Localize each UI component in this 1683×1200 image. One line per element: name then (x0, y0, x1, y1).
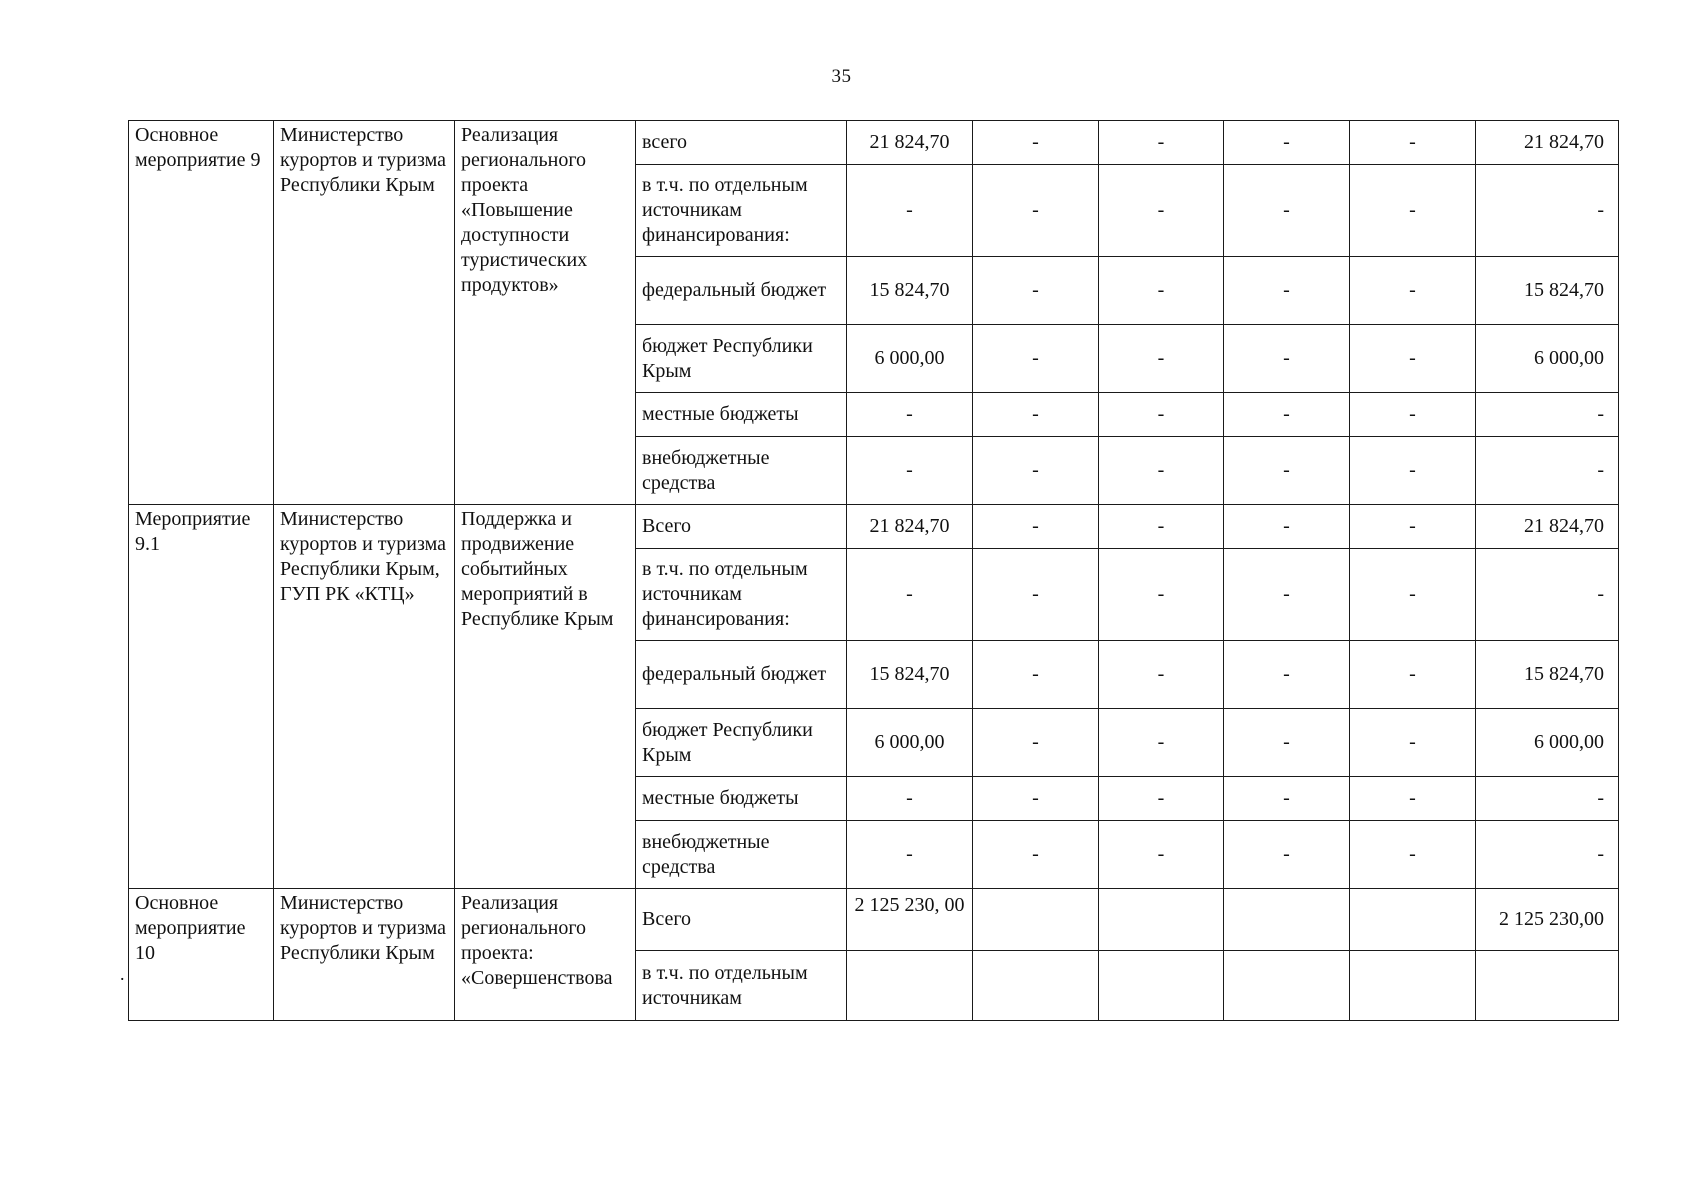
total-amount-cell: 15 824,70 (1476, 257, 1619, 325)
total-amount-cell (1476, 951, 1619, 1021)
total-amount-cell: 21 824,70 (1476, 121, 1619, 165)
amount-cell (973, 889, 1099, 951)
total-amount-cell: - (1476, 165, 1619, 257)
total-amount-cell: - (1476, 549, 1619, 641)
total-amount-cell: 15 824,70 (1476, 641, 1619, 709)
total-amount-cell: 6 000,00 (1476, 325, 1619, 393)
amount-cell (1224, 889, 1350, 951)
funding-source-cell: Всего (636, 505, 847, 549)
amount-cell: - (973, 505, 1099, 549)
total-amount-cell: 6 000,00 (1476, 709, 1619, 777)
amount-cell: - (1224, 549, 1350, 641)
executor-cell: Министерство курортов и туризма Республики Крым, ГУП РК «КТЦ» (274, 505, 455, 889)
amount-cell (847, 951, 973, 1021)
amount-cell: - (1099, 257, 1224, 325)
amount-cell: 15 824,70 (847, 257, 973, 325)
amount-cell: - (1224, 393, 1350, 437)
total-amount-cell: 21 824,70 (1476, 505, 1619, 549)
amount-cell: - (1099, 549, 1224, 641)
activity-name-cell: Основное мероприятие 10 (129, 889, 274, 1021)
amount-cell: - (1224, 257, 1350, 325)
amount-cell: - (973, 777, 1099, 821)
amount-cell: 15 824,70 (847, 641, 973, 709)
description-cell: Реализация регионального проекта: «Совершенствова (455, 889, 636, 1021)
amount-cell: - (1224, 121, 1350, 165)
total-amount-cell: - (1476, 821, 1619, 889)
funding-source-cell: местные бюджеты (636, 393, 847, 437)
amount-cell: - (1350, 393, 1476, 437)
table-row (129, 505, 1619, 549)
amount-cell (1350, 889, 1476, 951)
total-amount-cell: - (1476, 437, 1619, 505)
amount-cell: - (1099, 121, 1224, 165)
total-amount-cell: - (1476, 393, 1619, 437)
page-number: 35 (831, 66, 852, 87)
activity-name-cell: Основное мероприятие 9 (129, 121, 274, 505)
amount-cell: - (847, 549, 973, 641)
amount-cell: - (1224, 821, 1350, 889)
amount-cell: - (973, 165, 1099, 257)
amount-cell: 6 000,00 (847, 325, 973, 393)
amount-cell (1224, 951, 1350, 1021)
amount-cell: - (847, 437, 973, 505)
amount-cell: - (973, 709, 1099, 777)
amount-cell: - (1350, 821, 1476, 889)
amount-cell: - (973, 437, 1099, 505)
amount-cell: - (1350, 121, 1476, 165)
amount-cell: - (973, 393, 1099, 437)
total-amount-cell: - (1476, 777, 1619, 821)
funding-source-cell: бюджет Республики Крым (636, 325, 847, 393)
amount-cell: - (1350, 165, 1476, 257)
total-amount-cell: 2 125 230,00 (1476, 889, 1619, 951)
financing-table (128, 120, 1619, 1021)
amount-cell: 6 000,00 (847, 709, 973, 777)
amount-cell: - (1350, 777, 1476, 821)
activity-name-cell: Мероприятие 9.1 (129, 505, 274, 889)
amount-cell: - (973, 325, 1099, 393)
amount-cell: 21 824,70 (847, 505, 973, 549)
amount-cell: - (847, 165, 973, 257)
funding-source-cell: бюджет Республики Крым (636, 709, 847, 777)
amount-cell: - (1099, 505, 1224, 549)
amount-cell: - (1224, 641, 1350, 709)
table-row (129, 121, 1619, 165)
amount-cell: - (1099, 709, 1224, 777)
amount-cell: 21 824,70 (847, 121, 973, 165)
amount-cell: - (973, 821, 1099, 889)
executor-cell: Министерство курортов и туризма Республики Крым (274, 889, 455, 1021)
amount-cell: - (847, 393, 973, 437)
funding-source-cell: всего (636, 121, 847, 165)
amount-cell: - (1099, 325, 1224, 393)
amount-cell: - (1224, 505, 1350, 549)
funding-source-cell: местные бюджеты (636, 777, 847, 821)
executor-cell: Министерство курортов и туризма Республики Крым (274, 121, 455, 505)
amount-cell: - (1350, 709, 1476, 777)
funding-source-cell: в т.ч. по отдельным источникам финансирования: (636, 549, 847, 641)
amount-cell: - (1350, 505, 1476, 549)
amount-cell: - (1224, 325, 1350, 393)
amount-cell: - (1099, 777, 1224, 821)
amount-cell: - (1350, 549, 1476, 641)
funding-source-cell: федеральный бюджет (636, 641, 847, 709)
funding-source-cell: внебюджетные средства (636, 821, 847, 889)
amount-cell: - (1099, 165, 1224, 257)
amount-cell: - (973, 121, 1099, 165)
funding-source-cell: внебюджетные средства (636, 437, 847, 505)
amount-cell: - (973, 257, 1099, 325)
amount-cell (1350, 951, 1476, 1021)
amount-cell: - (973, 549, 1099, 641)
amount-cell: - (1350, 325, 1476, 393)
amount-cell: - (1350, 641, 1476, 709)
amount-cell: - (1350, 257, 1476, 325)
amount-cell (1099, 889, 1224, 951)
margin-mark: . (120, 964, 125, 984)
description-cell: Реализация регионального проекта «Повышение доступности туристических продуктов» (455, 121, 636, 505)
amount-cell: - (1099, 437, 1224, 505)
description-cell: Поддержка и продвижение событийных мероприятий в Республике Крым (455, 505, 636, 889)
amount-cell (973, 951, 1099, 1021)
funding-source-cell: Всего (636, 889, 847, 951)
amount-cell: - (1099, 393, 1224, 437)
amount-cell: - (1224, 777, 1350, 821)
amount-cell: - (847, 777, 973, 821)
amount-cell: - (973, 641, 1099, 709)
funding-source-cell: в т.ч. по отдельным источникам финансирования: (636, 165, 847, 257)
amount-cell: - (1224, 709, 1350, 777)
funding-source-cell: федеральный бюджет (636, 257, 847, 325)
table-row (129, 889, 1619, 951)
amount-cell: - (1350, 437, 1476, 505)
amount-cell: - (1099, 641, 1224, 709)
amount-cell: - (847, 821, 973, 889)
funding-source-cell: в т.ч. по отдельным источникам (636, 951, 847, 1021)
amount-cell: - (1224, 165, 1350, 257)
amount-cell: - (1099, 821, 1224, 889)
amount-cell: - (1224, 437, 1350, 505)
amount-cell: 2 125 230, 00 (847, 889, 973, 951)
amount-cell (1099, 951, 1224, 1021)
